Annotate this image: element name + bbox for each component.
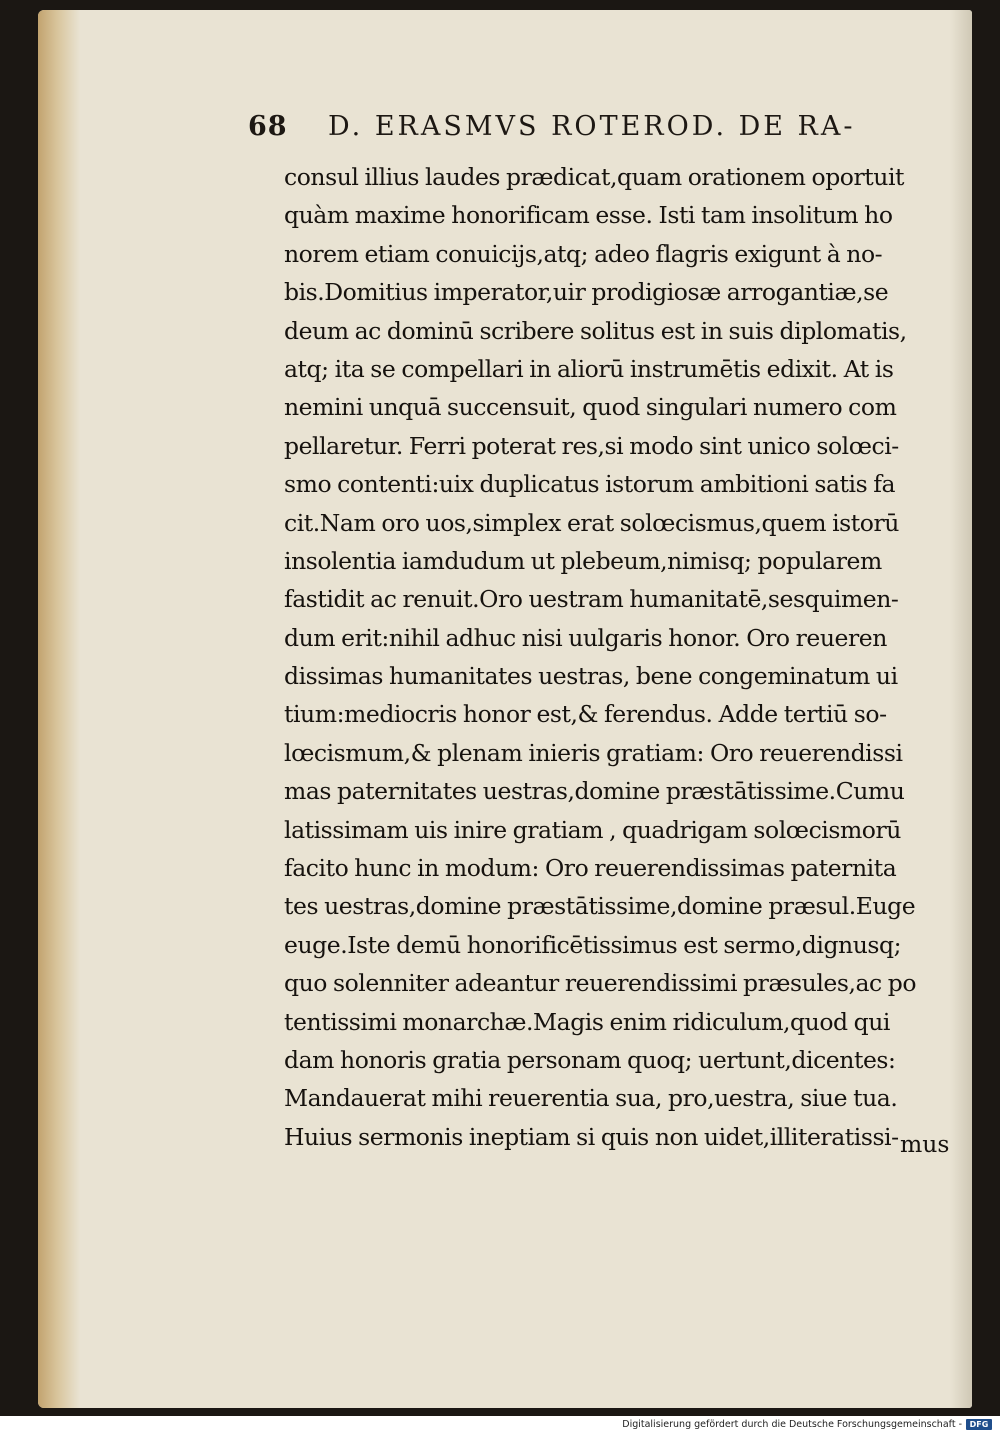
text-line: deum ac dominū scribere solitus est in suis diplomatis, — [284, 316, 907, 345]
digitization-credit: Digitalisierung gefördert durch die Deutsche Forschungsgemeinschaft - — [622, 1419, 962, 1430]
text-line: quo solenniter adeantur reuerendissimi præsules,ac po — [284, 969, 917, 998]
text-line: euge.Iste demū honorificētissimus est sermo,dignusq; — [284, 930, 902, 959]
text-line: dum erit:nihil adhuc nisi uulgaris honor. Oro reueren — [284, 623, 887, 652]
text-line: lœcismum,& plenam inieris gratiam: Oro reuerendissi — [284, 738, 903, 767]
book-page — [38, 10, 972, 1408]
running-title: D. ERASMVS ROTEROD. DE RA- — [328, 111, 856, 142]
text-line: pellaretur. Ferri poterat res,si modo sint unico solœci- — [284, 431, 899, 460]
running-head — [248, 108, 856, 142]
text-line: dam honoris gratia personam quoq; uertunt,dicentes: — [284, 1045, 896, 1074]
text-line: atq; ita se compellari in aliorū instrumētis edixit. At is — [284, 354, 894, 383]
text-line: cit.Nam oro uos,simplex erat solœcismus,quem istorū — [284, 508, 899, 537]
text-line: mas paternitates uestras,domine præstātissime.Cumu — [284, 777, 905, 806]
text-line: Huius sermonis ineptiam si quis non uidet,illiteratissi- — [284, 1122, 899, 1151]
text-line: norem etiam conuicijs,atq; adeo flagris exigunt à no- — [284, 239, 883, 268]
text-line: smo contenti:uix duplicatus istorum ambitioni satis fa — [284, 470, 896, 499]
text-line: Mandauerat mihi reuerentia sua, pro,uestra, siue tua. — [284, 1084, 898, 1113]
text-line: quàm maxime honorificam esse. Isti tam insolitum ho — [284, 201, 893, 230]
catchword: mus — [900, 1130, 950, 1158]
text-line: consul illius laudes prædicat,quam orationem oportuit — [284, 163, 905, 191]
text-line: tes uestras,domine præstātissime,domine præsul.Euge — [284, 892, 916, 921]
text-line: nemini unquā succensuit, quod singulari numero com — [284, 393, 897, 422]
footer-strip — [0, 1416, 1000, 1433]
text-line: tentissimi monarchæ.Magis enim ridiculum,quod qui — [284, 1007, 890, 1036]
text-line: insolentia iamdudum ut plebeum,nimisq; popularem — [284, 546, 882, 575]
text-line: fastidit ac renuit.Oro uestram humanitatē,sesquimen- — [284, 585, 899, 614]
text-line: facito hunc in modum: Oro reuerendissimas paternita — [284, 854, 897, 883]
text-line: bis.Domitius imperator,uir prodigiosæ arrogantiæ,se — [284, 278, 889, 307]
dfg-logo: DFG — [966, 1419, 992, 1430]
text-line: dissimas humanitates uestras, bene congeminatum ui — [284, 662, 898, 691]
text-line: latissimam uis inire gratiam , quadrigam solœcismorū — [284, 815, 901, 844]
body-text — [284, 158, 964, 1156]
text-line: tium:mediocris honor est,& ferendus. Adde tertiū so- — [284, 700, 887, 729]
page-number: 68 — [248, 111, 288, 142]
